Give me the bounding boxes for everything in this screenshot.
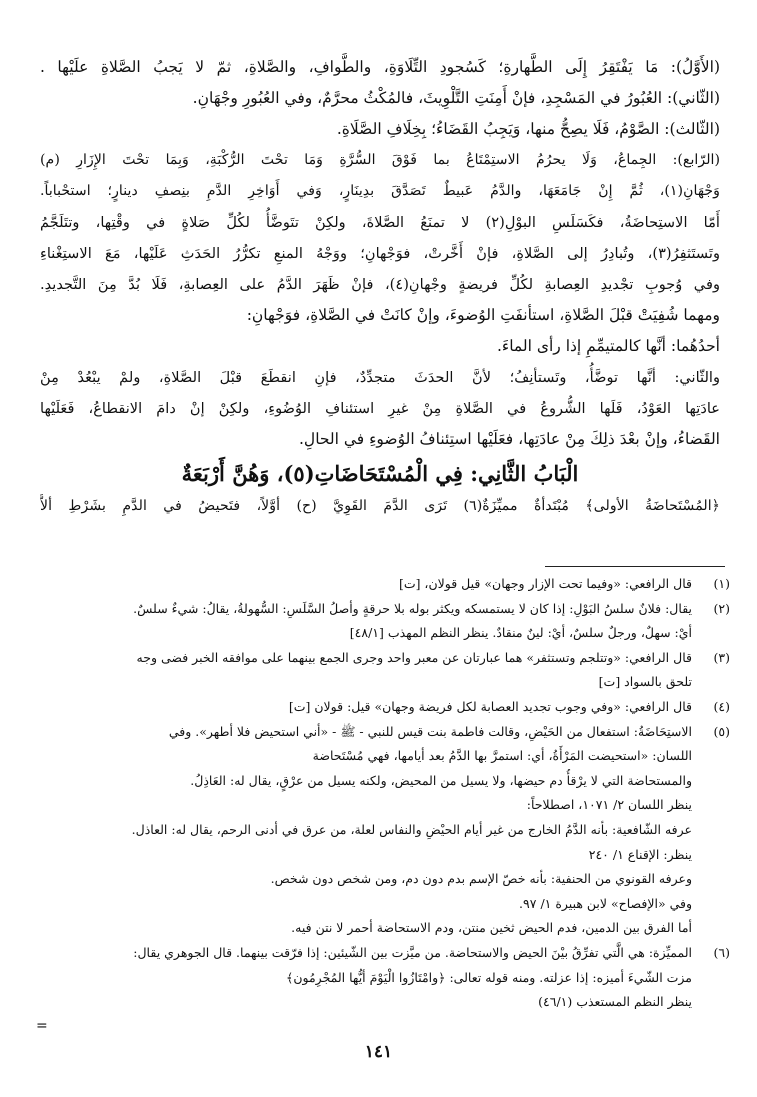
text-line: أحدُهُما: أنَّها كالمتيمِّمِ إذا رأى الماءَ. [496,337,720,355]
footnote-line: قال الرافعي: «وفي وجوب تجديد العصابة لكل فريضة وجهان» قيل: قولان [ت] [288,698,692,714]
footnote-separator [545,566,725,567]
footnote-line: وعرفه القونوي من الحنفية: بأنه خصّ الإسم بدم دون دم، ومن شخص دون شخص. [270,871,692,887]
footnote-number: (٣) [713,649,730,665]
continuation-marker: = [36,1018,48,1034]
text-line: عادَتِها العَوْدُ، فَلَها الشُّروعُ في الصَّلاةِ مِنْ غيرِ استئنافِ الوُضُوءِ، ولكِنْ إنْ دامَ الانقطاعُ، فَعَلَيْها [40,400,720,417]
footnote-line: المميِّزة: هي الَّتي تفرِّقُ بيْنَ الحيض والاستحاضة. من ميَّزت بين الشّيئين: إذا فرّقت بينهما. قال الجوهري يقال: [133,944,692,960]
text-line: أَمّا الاستِحاضَةُ، فكَسَلَسِ البوْلِ(٢) لا تمنَعُ الصَّلاةَ، ولكِنْ تتَوضَّأُ لكُلِّ صَلاةٍ في وقْتِها، وتتَلَجَّمُ [40,214,720,231]
footnote [30,695,730,720]
footnote-line: والمستحاضة التي لا يرْقأُ دم حيضها، ولا يسيل من المحيض، ولكنه يسيل من عرْقٍ، يقال له: العَاذِلُ. [190,772,692,788]
page-number: ١٤١ [364,1042,393,1062]
text-line: ﴿المُسْتَحاضَةُ الأولى﴾ مُبْتَدأةٌ مميِّزَةٌ(٦) تَرَى الدَّمَ القَوِيَّ (ح) أوَّلاً، فتَحيضُ في الدَّمِ بشَرْطِ ألاَّ [40,498,720,514]
text-line: وتَستَثفِرُ(٣)، وتُبادِرُ إلى الصَّلاةِ، فإنْ أَخَّرتْ، فوَجْهانِ؛ ووَجْهُ المنعِ تكرُّرُ الحَدَثِ عَلَيْها، مَعَ الاستِغْناءِ [40,245,720,262]
text-line: ومهما شُفِيَتْ قبْلَ الصَّلاةِ، استأنفَتِ الوُضوءَ، وإنْ كانَتْ في الصَّلاةِ، فوَجْهانِ: [246,306,720,324]
footnote-number: (١) [713,576,730,591]
text-line: (الثّاني): العُبُورُ في المَسْجِدِ، فإنْ أَمِنَتِ التَّلْوِيثَ، فالمُكْثُ محرَّمٌ، وفي العُبُورِ وجْهَانِ. [192,89,720,107]
footnote-line: عرفه الشّافعية: بأنه الدَّمُ الخارج من غير أيام الحيْضِ والنفاس لعلة، من عرق في أدنى الرحم، يقال له: العاذل. [131,821,692,837]
footnote-line: أما الفرق بين الدمين، فدم الحيض ثخين منتن، ودم الاستحاضة أحمر لا نتن فيه. [291,920,692,936]
text-line: وَجْهَانِ(١)، ثُمَّ إِنْ جَامَعَهَا، والدَّمُ عَبيطٌ تَصَدَّقَ بدِينَارٍ، وَفي أَوَاخِرِ الدَّمِ بنِصفِ دينارٍ؛ استحْباباً. [40,183,720,199]
text-line: وفي وُجوبِ تجْديدِ العِصابةِ لكُلِّ فريضةٍ وجْهانِ(٤)، فإنْ ظَهَرَ الدَّمُ على العِصابةِ، فَلَا بُدَّ مِنَ التَّجديدِ. [40,276,720,293]
footnote-number: (٥) [713,723,730,739]
footnote [30,597,730,646]
footnote-line: مزت الشّيءَ أميزه: إذا عزلته. ومنه قوله تعالى: ﴿وامْتَازُوا الْيَوْمَ أيُّها المُجْرِمُون﴾ [286,969,692,985]
footnote-line: أيْ: سهلٌ، ورجلٌ سلسٌ، أيْ: لينٌ منقادٌ. ينظر النظم المهذب [٤٨/١] [349,625,692,641]
footnote-number: (٢) [713,600,730,616]
footnote-line: يقال: فلانٌ سلسُ البَوْلِ: إذا كان لا يستمسكه ويكثر بوله بلا حرقةٍ وأصلُ السَّلَسِ: السُّهولةُ، يقالُ: شيءٌ سلسٌ. [133,600,692,616]
footnote [30,720,730,941]
main-text [40,52,720,522]
footnote-line: اللسان: «استحيضت المَرْأَةُ، أي: استمرَّ بها الدَّمُ بعد أيامها، فهي مُسْتَحاضة [312,748,692,764]
footnote-line: ينظر: الإقناع ١/ ٢٤٠ [588,846,692,862]
text-line: (الرّابع): الجِماعُ، وَلَا يحرُمُ الاستِمْتَاعُ بما فَوْقَ السُّرَّةِ وَمَا تحْتَ الرُّكْبَةِ، وَبِمَا تحْتَ الإِزَارِ (م) [40,152,720,168]
footnote-line: الاستِحَاضَةُ: استفعال من الحَيْضِ، وقالت فاطمة بنت قيس للنبي - ﷺ - «أني استحيض فلا أطهر». وفي [168,723,692,739]
text-line: (الثّالث): الصَّوْمُ، فَلَا يصِحُّ منها، وَيَجِبُ القَضَاءُ؛ بِخِلَافِ الصَّلَاةِ. [336,120,720,138]
text-line: القَضاءُ، وإنْ بعْدَ ذلِكَ مِنْ عادَتِها، فعَلَيْها استِئنافُ الوُضوءِ في الحالِ. [299,430,720,448]
footnote [30,646,730,695]
footnote-line: ينظر اللسان ٢/ ١٠٧١، اصطلاحاً: [526,797,692,813]
footnote-number: (٤) [713,698,730,714]
text-line: والثّاني: أنَّها توضَّأُ، وتَستأنِفُ؛ لأنَّ الحدَثَ متجدِّدٌ، فإنِ انقطَعَ قبْلَ الصَّلاةِ، ولمْ يبْعُدْ مِنْ [40,369,720,386]
footnote-line: وفي «الإفصاح» لابن هبيرة ١/ ٩٧. [519,895,692,911]
footnote [30,572,730,597]
footnotes [30,572,730,1015]
footnote-line: ينظر النظم المستعذب (٤٦/١) [538,994,692,1010]
footnote-number: (٦) [713,944,730,960]
footnote-line: قال الرافعي: «وتتلجم وتستثفر» هما عبارتان عن معبر واحد وجرى الجمع بينهما على موافقه الخبر فضى وجه [136,649,692,665]
text-line: (الأَوَّلُ): مَا يَفْتَقِرُ إِلَى الطَّهارةِ؛ كَسُجودِ التِّلَاوَةِ، والطَّوافِ، والصَّلاةِ، ثمّ لا يَجبُ الصَّلاةِ علَيْها . [40,58,720,76]
footnote [30,941,730,1015]
chapter-heading: الْبَابُ الثَّانِي: فِي الْمُسْتَحَاضَاتِ(٥)، وَهُنَّ أَرْبَعَةٌ [181,461,579,486]
footnote-line: تلحق بالسواد [ت] [598,674,692,690]
footnote-line: قال الرافعي: «وفيما تحت الإزار وجهان» قيل قولان، [ت] [398,576,692,591]
